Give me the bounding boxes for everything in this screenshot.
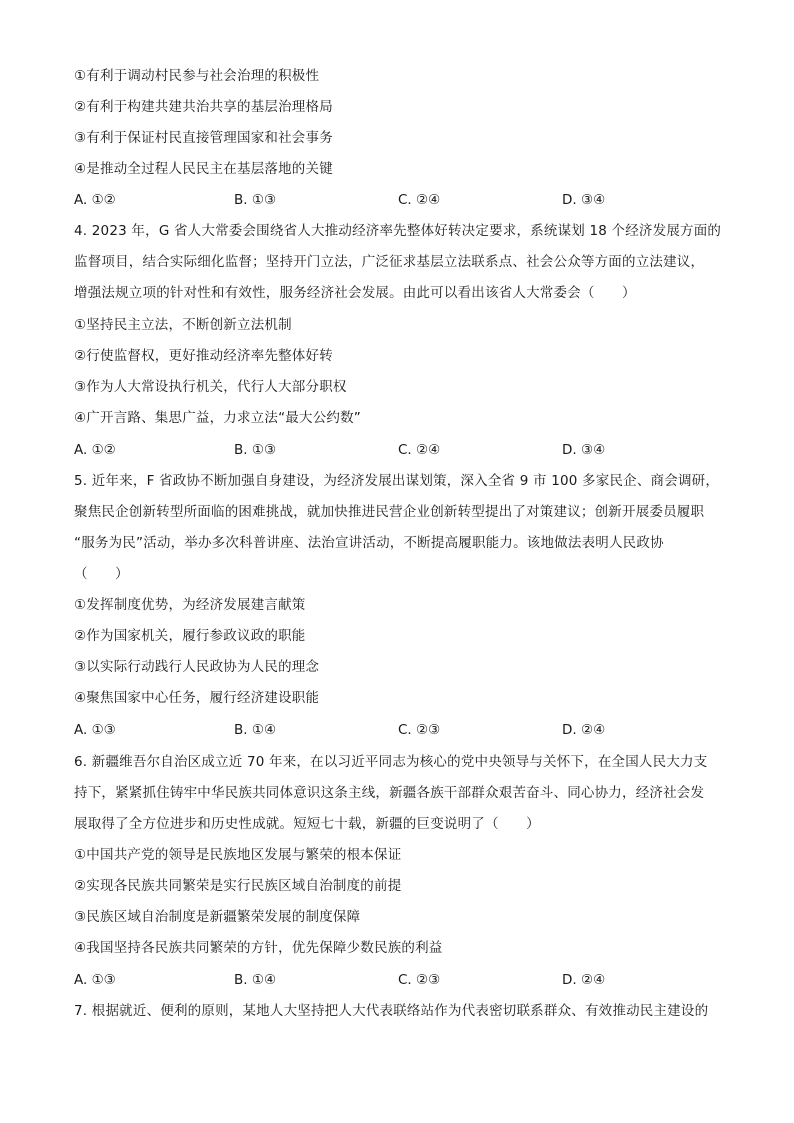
q5-option-c: C. ②③ [398,722,441,738]
q3-item-4: ④是推动全过程人民民主在基层落地的关键 [74,161,333,177]
q5-stem-line-2: 聚焦民企创新转型所面临的困难挑战，就加快推进民营企业创新转型提出了对策建议；创新开展委员履职 [74,504,705,520]
q5-item-2: ②作为国家机关，履行参政议政的职能 [74,628,306,644]
q4-stem-line-2: 监督项目，结合实际细化监督；坚持开门立法，广泛征求基层立法联系点、社会公众等方面的立法建议， [74,254,705,270]
q4-item-4: ④广开言路、集思广益，力求立法“最大公约数” [74,410,361,426]
q6-stem-line-2: 持下，紧紧抓住铸牢中华民族共同体意识这条主线，新疆各族干部群众艰苦奋斗、同心协力，经济社会发 [74,785,705,801]
q4-option-c: C. ②④ [398,442,441,458]
q3-options [74,191,734,209]
q5-option-b: B. ①④ [234,722,277,738]
q6-item-2: ②实现各民族共同繁荣是实行民族区域自治制度的前提 [74,878,402,894]
q5-item-4: ④聚焦国家中心任务，履行经济建设职能 [74,690,320,706]
q3-item-1: ①有利于调动村民参与社会治理的积极性 [74,68,320,84]
q5-option-a: A. ①③ [74,722,116,738]
q4-option-d: D. ③④ [562,442,606,458]
q6-stem-line-3: 展取得了全方位进步和历史性成就。短短七十载，新疆的巨变说明了（ ） [74,816,540,832]
q3-item-3: ③有利于保证村民直接管理国家和社会事务 [74,130,333,146]
q3-option-a: A. ①② [74,192,116,208]
q6-stem-line-1: 6. 新疆维吾尔自治区成立近 70 年来，在以习近平同志为核心的党中央领导与关怀下，在全国人民大力支 [74,754,708,770]
q6-item-1: ①中国共产党的领导是民族地区发展与繁荣的根本保证 [74,847,402,863]
q5-options [74,721,734,739]
q4-stem-line-3: 增强法规立项的针对性和有效性，服务经济社会发展。由此可以看出该省人大常委会（ ） [74,285,636,301]
q4-option-a: A. ①② [74,442,116,458]
q4-item-3: ③作为人大常设执行机关，代行人大部分职权 [74,379,347,395]
q5-item-1: ①发挥制度优势，为经济发展建言献策 [74,597,306,613]
q7-stem-line-1: 7. 根据就近、便利的原则，某地人大坚持把人大代表联络站作为代表密切联系群众、有效推动民主建设的 [74,1003,709,1019]
q3-option-c: C. ②④ [398,192,441,208]
q6-option-c: C. ②③ [398,972,441,988]
q4-item-1: ①坚持民主立法，不断创新立法机制 [74,317,292,333]
q4-stem-line-1: 4. 2023 年，G 省人大常委会围绕省人大推动经济率先整体好转决定要求，系统谋划 18 个经济发展方面的 [74,223,722,239]
q3-option-d: D. ③④ [562,192,606,208]
q4-item-2: ②行使监督权，更好推动经济率先整体好转 [74,348,333,364]
q5-stem-line-4: （ ） [74,566,129,582]
q4-options [74,441,734,459]
q4-option-b: B. ①③ [234,442,277,458]
q6-option-d: D. ②④ [562,972,606,988]
q5-stem-line-3: “服务为民”活动，举办多次科普讲座、法治宣讲活动，不断提高履职能力。该地做法表明人民政协 [74,535,664,551]
q3-item-2: ②有利于构建共建共治共享的基层治理格局 [74,99,333,115]
q5-item-3: ③以实际行动践行人民政协为人民的理念 [74,659,320,675]
q5-stem-line-1: 5. 近年来，F 省政协不断加强自身建设，为经济发展出谋划策，深入全省 9 市 100 多家民企、商会调研， [74,473,720,489]
q6-item-4: ④我国坚持各民族共同繁荣的方针，优先保障少数民族的利益 [74,940,443,956]
q6-option-b: B. ①④ [234,972,277,988]
q6-options [74,971,734,989]
q5-option-d: D. ②④ [562,722,606,738]
q6-option-a: A. ①③ [74,972,116,988]
q6-item-3: ③民族区域自治制度是新疆繁荣发展的制度保障 [74,909,361,925]
q3-option-b: B. ①③ [234,192,277,208]
